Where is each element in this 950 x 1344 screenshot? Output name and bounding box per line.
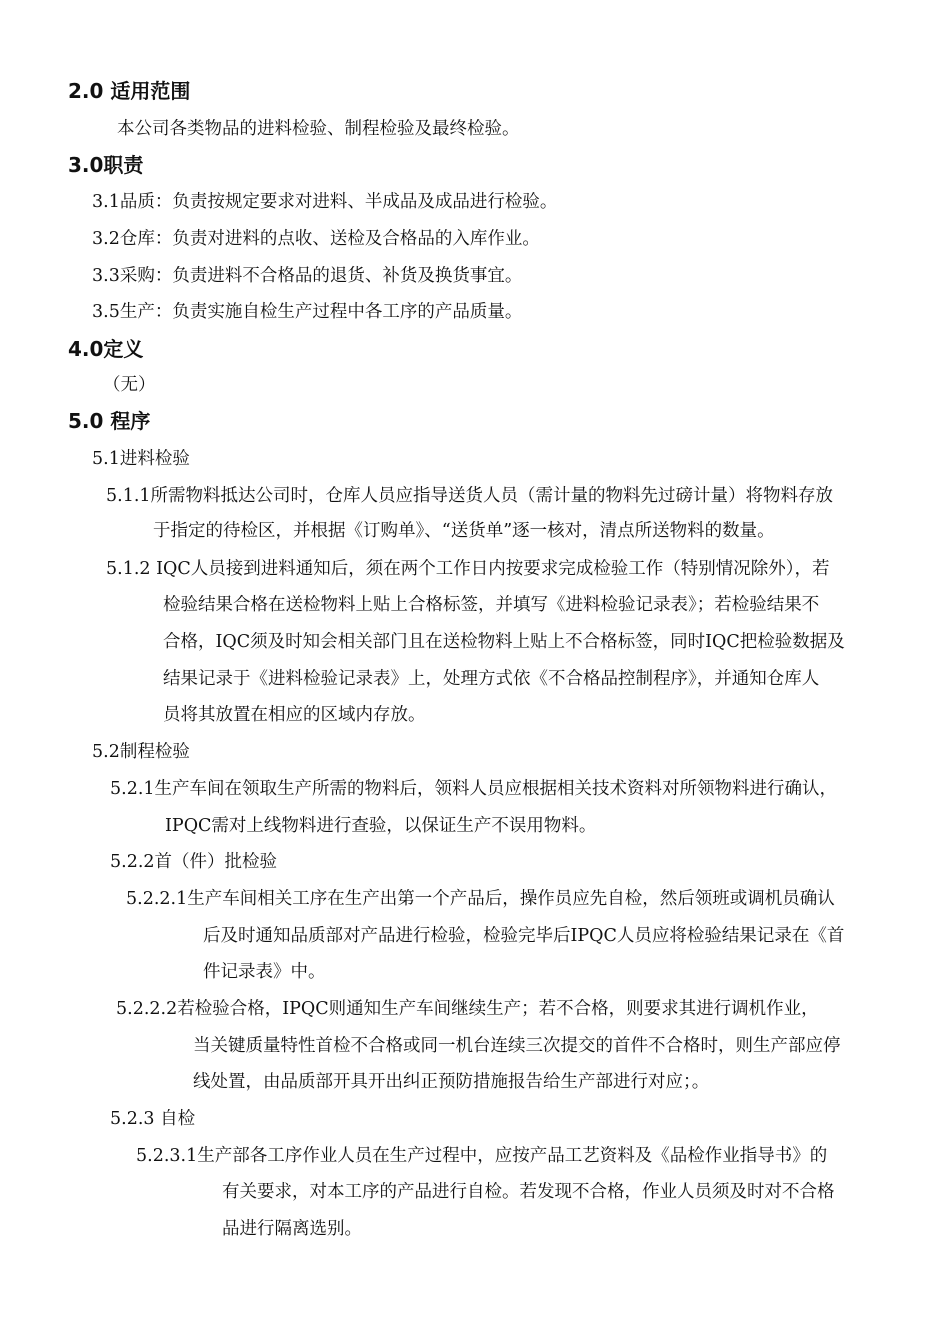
definitions-body: （无） [103,375,156,395]
paragraph-line: 5.1.1所需物料抵达公司时，仓库人员应指导送货人员（需计量的物料先过磅计量）将物料存放 [106,486,834,506]
subsection-title-self-check: 5.2.3 自检 [110,1109,196,1129]
paragraph-line: IPQC需对上线物料进行查验，以保证生产不误用物料。 [165,816,597,836]
section-heading-definitions: 4.0定义 [68,337,144,361]
paragraph-line: 5.2.2.2若检验合格，IPQC则通知生产车间继续生产；若不合格，则要求其进行调机作业， [116,999,819,1019]
paragraph-line: 员将其放置在相应的区域内存放。 [163,705,426,725]
paragraph-line: 检验结果合格在送检物料上贴上合格标签，并填写《进料检验记录表》；若检验结果不 [163,595,820,615]
paragraph-line: 线处置，由品质部开具开出纠正预防措施报告给生产部进行对应；。 [193,1072,710,1092]
paragraph-line: 5.2.3.1生产部各工序作业人员在生产过程中，应按产品工艺资料及《品检作业指导书》的 [136,1146,828,1166]
duty-item-purchasing: 3.3采购：负责进料不合格品的退货、补货及换货事宜。 [92,266,523,286]
paragraph-line: 有关要求，对本工序的产品进行自检。若发现不合格，作业人员须及时对不合格 [222,1182,835,1202]
paragraph-line: 5.2.1生产车间在领取生产所需的物料后，领料人员应根据相关技术资料对所领物料进行确认， [110,779,838,799]
paragraph-line: 于指定的待检区，并根据《订购单》、“送货单”逐一核对，清点所送物料的数量。 [153,521,775,541]
paragraph-line: 5.1.2 IQC人员接到进料通知后，须在两个工作日内按要求完成检验工作（特别情况除外），若 [106,559,830,579]
paragraph-line: 结果记录于《进料检验记录表》上，处理方式依《不合格品控制程序》，并通知仓库人 [163,669,820,689]
subsection-title-incoming: 5.1进料检验 [92,449,190,469]
paragraph-line: 合格，IQC须及时知会相关部门且在送检物料上贴上不合格标签，同时IQC把检验数据及 [163,632,845,652]
duty-item-warehouse: 3.2仓库：负责对进料的点收、送检及合格品的入库作业。 [92,229,540,249]
subsection-title-first-article: 5.2.2首（件）批检验 [110,852,278,872]
duty-item-quality: 3.1品质：负责按规定要求对进料、半成品及成品进行检验。 [92,192,558,212]
section-heading-procedure: 5.0 程序 [68,409,151,433]
subsection-title-process: 5.2制程检验 [92,742,190,762]
paragraph-line: 当关键质量特性首检不合格或同一机台连续三次提交的首件不合格时，则生产部应停 [193,1036,841,1056]
duty-item-production: 3.5生产：负责实施自检生产过程中各工序的产品质量。 [92,302,523,322]
paragraph-line: 5.2.2.1生产车间相关工序在生产出第一个产品后，操作员应先自检，然后领班或调机员确认 [126,889,835,909]
paragraph-line: 件记录表》中。 [203,962,326,982]
scope-body: 本公司各类物品的进料检验、制程检验及最终检验。 [117,119,520,139]
paragraph-line: 后及时通知品质部对产品进行检验，检验完毕后IPQC人员应将检验结果记录在《首 [203,926,845,946]
section-heading-scope: 2.0 适用范围 [68,79,191,103]
section-heading-duties: 3.0职责 [68,153,144,177]
paragraph-line: 品进行隔离选别。 [222,1219,362,1239]
